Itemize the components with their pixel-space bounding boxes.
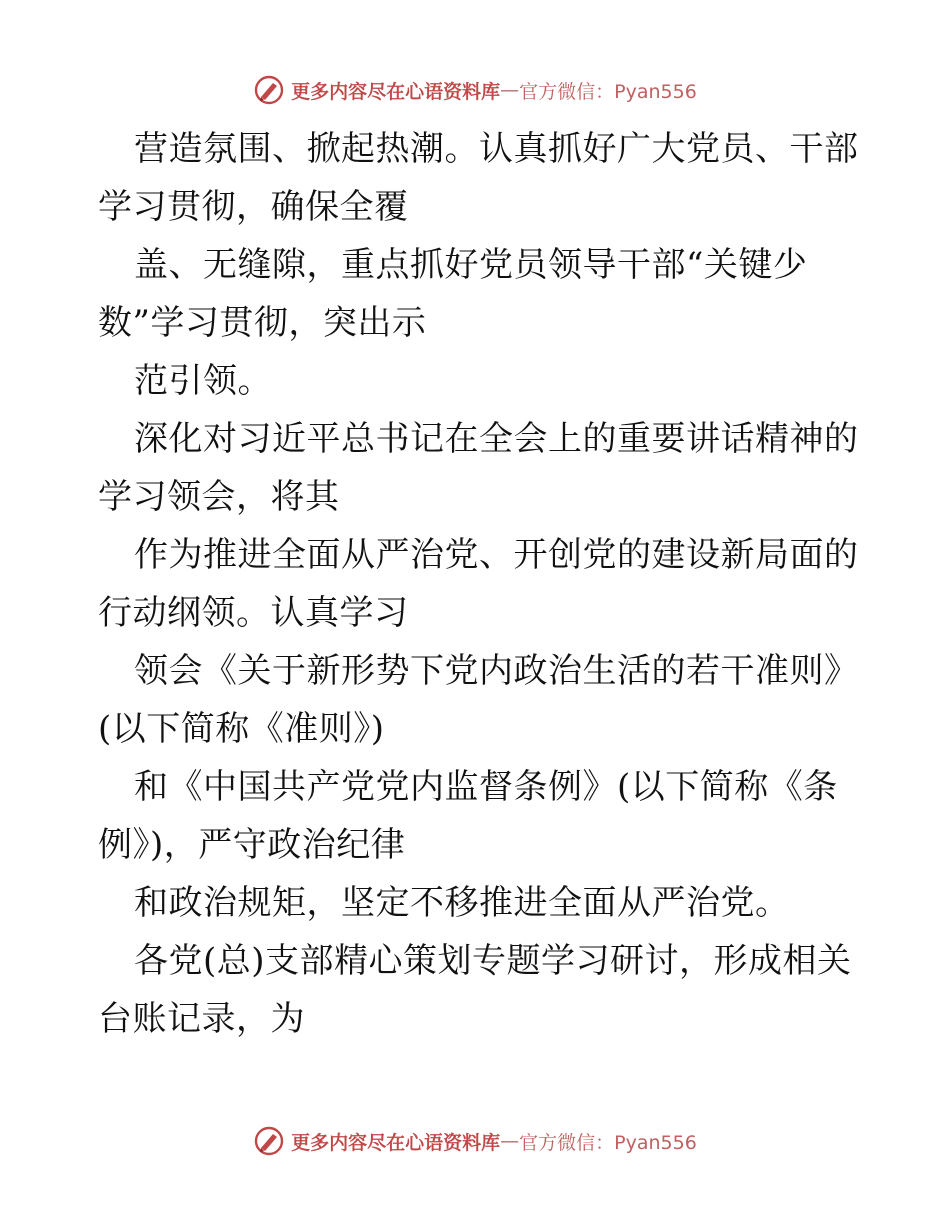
text-line: 各党(总)支部精心策划专题学习研讨，形成相关 (134, 941, 852, 981)
text-line: 营造氛围、掀起热潮。认真抓好广大党员、干部 (134, 129, 859, 169)
text-line: 和政治规矩，坚定不移推进全面从严治党。 (134, 883, 790, 923)
text-line: (以下简称《准则》) (98, 709, 385, 749)
text-line: 行动纲领。认真学习 (98, 593, 409, 633)
footer-watermark (0, 1121, 950, 1161)
text-line: 领会《关于新形势下党内政治生活的若干准则》 (134, 651, 859, 691)
text-line: 学习领会，将其 (98, 477, 340, 517)
text-line: 盖、无缝隙，重点抓好党员领导干部“关键少 (134, 245, 808, 285)
watermark-contact: 官方微信：Pyan556 (519, 1131, 697, 1154)
text-line: 数”学习贯彻，突出示 (98, 303, 427, 343)
red-pen-circle-logo-icon (253, 74, 285, 106)
document-body (98, 120, 878, 1048)
text-line: 范引领。 (134, 361, 272, 401)
text-line: 台账记录，为 (98, 999, 305, 1039)
text-line: 作为推进全面从严治党、开创党的建设新局面的 (134, 535, 859, 575)
text-line: 例》)，严守政治纪律 (98, 825, 406, 865)
watermark-brand: 更多内容尽在心语资料库 (291, 80, 501, 103)
header-watermark (0, 70, 950, 110)
text-line: 学习贯彻，确保全覆 (98, 187, 409, 227)
watermark-contact: 官方微信：Pyan556 (519, 80, 697, 103)
watermark-separator: — (500, 1130, 520, 1152)
text-line: 和《中国共产党党内监督条例》(以下简称《条 (134, 767, 838, 807)
red-pen-circle-logo-icon (253, 1125, 285, 1157)
text-line: 深化对习近平总书记在全会上的重要讲话精神的 (134, 419, 859, 459)
watermark-separator: — (500, 79, 520, 101)
watermark-brand: 更多内容尽在心语资料库 (291, 1131, 501, 1154)
